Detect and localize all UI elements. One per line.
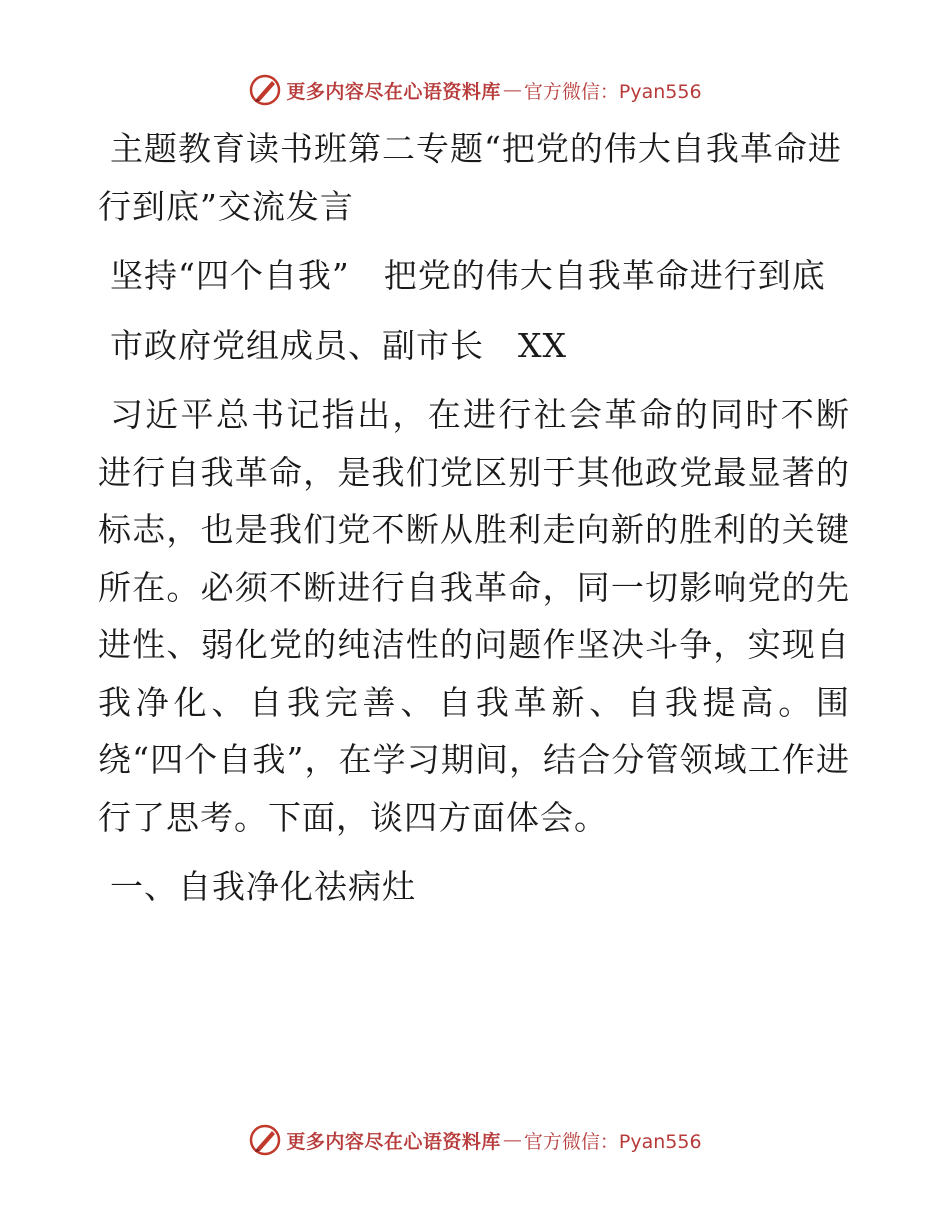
watermark-main-text: 更多内容尽在心语资料库 [286, 80, 501, 103]
watermark-wechat-text: 官方微信：Pyan556 [523, 80, 702, 103]
document-title: 主题教育读书班第二专题“把党的伟大自我革命进行到底”交流发言 [98, 129, 842, 226]
pen-logo-icon [248, 1123, 282, 1157]
document-body [98, 120, 850, 916]
watermark-main-text: 更多内容尽在心语资料库 [286, 1130, 501, 1153]
watermark-header [0, 70, 950, 110]
body-paragraph: 习近平总书记指出，在进行社会革命的同时不断进行自我革命，是我们党区别于其他政党最显著的标志，也是我们党不断从胜利走向新的胜利的关键所在。必须不断进行自我革命，同一切影响党的先进性、弱化党的纯洁性的问题作坚决斗争，实现自我净化、自我完善、自我革新、自我提高。围绕“四个自我”，在学习期间，结合分管领域工作进行了思考。下面，谈四方面体会。 [98, 395, 850, 837]
watermark-dash: — [502, 79, 522, 101]
watermark-dash: — [502, 1129, 522, 1151]
section-heading: 一、自我净化祛病灶 [110, 867, 416, 906]
pen-logo-icon [248, 73, 282, 107]
document-author: 市政府党组成员、副市长 XX [110, 325, 567, 365]
watermark-footer [0, 1120, 950, 1160]
watermark-wechat-text: 官方微信：Pyan556 [523, 1130, 702, 1153]
document-subtitle: 坚持“四个自我” 把党的伟大自我革命进行到底 [110, 256, 826, 295]
